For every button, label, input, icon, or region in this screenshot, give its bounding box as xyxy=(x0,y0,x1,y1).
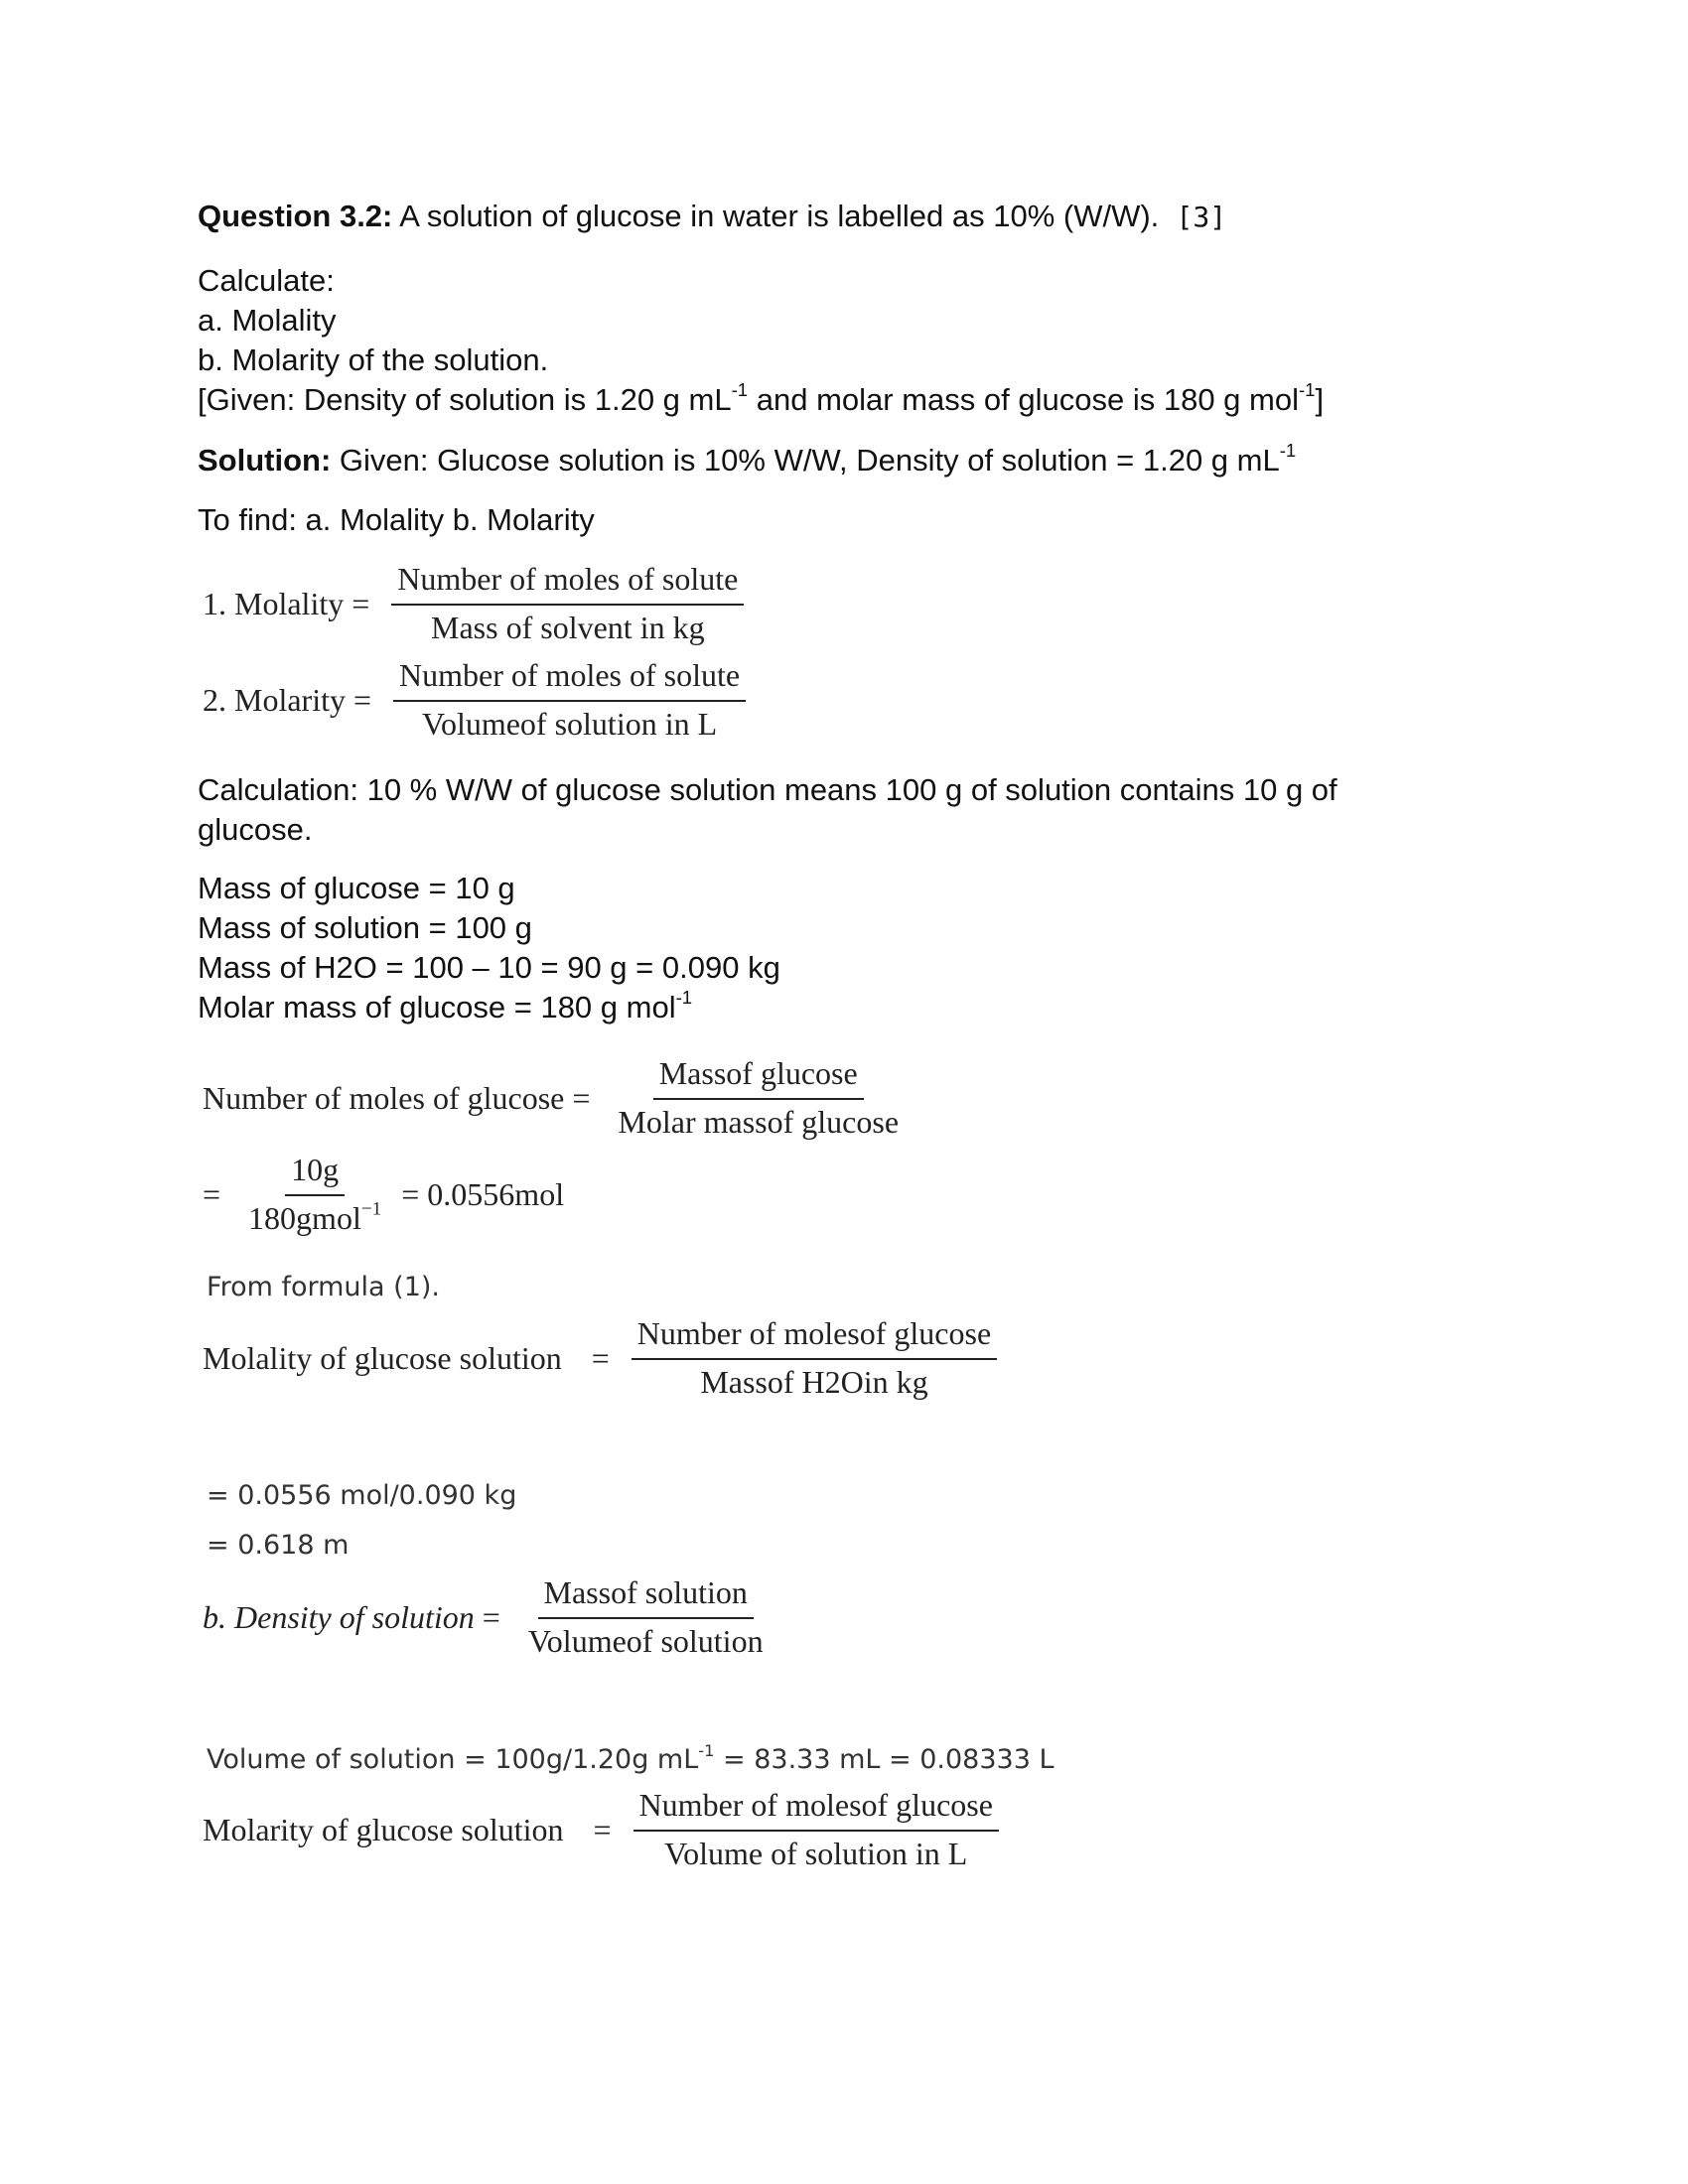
part-a: a. Molality xyxy=(198,303,337,338)
to-find: To find: a. Molality b. Molarity xyxy=(198,502,595,537)
formula-1-denominator: Mass of solvent in kg xyxy=(431,610,705,645)
molarity-fraction xyxy=(633,1787,999,1872)
from-formula-note: From formula (1). xyxy=(207,1272,440,1302)
molality-lhs: Molality of glucose solution xyxy=(203,1339,562,1376)
volume-suffix: = 83.33 mL = 0.08333 L xyxy=(714,1744,1055,1775)
moles-value: = 0.0556mol xyxy=(401,1175,565,1212)
formula-2-lhs: 2. Molarity xyxy=(203,681,346,718)
given-exp-1: -1 xyxy=(731,379,749,401)
part-b: b. Molarity of the solution. xyxy=(198,342,549,377)
equals-sign: = xyxy=(591,1339,610,1376)
equals-sign: = xyxy=(352,585,370,621)
calculate-label: Calculate: xyxy=(198,263,335,298)
density-denominator: Volumeof solution xyxy=(527,1623,764,1659)
moles-value-num-text: 10g xyxy=(291,1152,340,1187)
formula-2-numerator: Number of moles of solute xyxy=(393,657,746,702)
given-prefix: [Given: Density of solution is 1.20 g mL xyxy=(198,382,732,417)
moles-value-den-text: 180gmol xyxy=(248,1200,361,1236)
molality-fraction xyxy=(632,1315,997,1401)
given-middle: and molar mass of glucose is 180 g mol xyxy=(748,382,1299,417)
density-numerator: Massof solution xyxy=(538,1574,754,1619)
moles-value-numerator xyxy=(285,1152,345,1196)
question-heading xyxy=(198,197,1226,237)
formula-1-lhs: 1. Molality xyxy=(203,585,345,621)
molality-step-1: = 0.0556 mol/0.090 kg xyxy=(207,1480,517,1511)
moles-value-fraction xyxy=(242,1152,387,1237)
moles-numerator: Massof glucose xyxy=(653,1055,864,1100)
equals-sign: = xyxy=(593,1811,612,1847)
mass-solution: Mass of solution = 100 g xyxy=(198,910,532,945)
equals-sign: = xyxy=(572,1079,591,1116)
mass-water: Mass of H2O = 100 – 10 = 90 g = 0.090 kg xyxy=(198,950,780,985)
molar-mass xyxy=(198,988,692,1027)
formula-1-numerator: Number of moles of solute xyxy=(391,561,744,606)
equals-sign: = xyxy=(482,1598,500,1635)
equals-sign: = xyxy=(352,681,372,718)
given-data xyxy=(198,380,1324,420)
molar-mass-text: Molar mass of glucose = 180 g mol xyxy=(198,990,676,1024)
density-lhs: b. Density of solution xyxy=(203,1598,475,1635)
formula-2-fraction xyxy=(393,657,746,743)
formula-molarity xyxy=(203,657,746,743)
volume-prefix: Volume of solution = 100g/1.20g mL xyxy=(207,1744,699,1775)
molality-numerator: Number of molesof glucose xyxy=(632,1315,997,1360)
solution-exp: -1 xyxy=(1279,440,1297,462)
formula-1-fraction xyxy=(391,561,744,646)
solution-text: Given: Glucose solution is 10% W/W, Density of solution = 1.20 g mL xyxy=(339,443,1280,478)
solution-heading xyxy=(198,441,1296,480)
volume-exp: -1 xyxy=(698,1740,715,1760)
moles-lhs: Number of moles of glucose xyxy=(203,1079,565,1116)
question-label: Question 3.2: xyxy=(198,199,393,233)
molarity-denominator: Volume of solution in L xyxy=(664,1836,968,1871)
moles-result xyxy=(203,1152,564,1237)
formula-2-denominator: Volumeof solution in L xyxy=(421,706,718,742)
question-marks: [3] xyxy=(1176,201,1227,233)
mass-glucose: Mass of glucose = 10 g xyxy=(198,871,515,905)
moles-denominator: Molar massof glucose xyxy=(618,1104,900,1140)
molarity-lhs: Molarity of glucose solution xyxy=(203,1811,564,1847)
given-exp-2: -1 xyxy=(1298,379,1316,401)
molarity-formula xyxy=(203,1787,999,1872)
moles-fraction xyxy=(612,1055,905,1141)
molality-step-2: = 0.618 m xyxy=(207,1530,350,1561)
given-suffix: ] xyxy=(1315,382,1325,417)
density-fraction xyxy=(522,1574,770,1660)
moles-value-den-exp: −1 xyxy=(360,1198,382,1220)
calculation-intro: Calculation: 10 % W/W of glucose solution means 100 g of solution contains 10 g of glucose. xyxy=(198,772,1337,847)
solution-label: Solution: xyxy=(198,443,332,478)
molarity-numerator: Number of molesof glucose xyxy=(633,1787,999,1832)
volume-calculation xyxy=(207,1740,1055,1775)
molality-denominator: Massof H2Oin kg xyxy=(700,1364,928,1400)
equals-sign: = xyxy=(203,1175,221,1212)
formula-molality xyxy=(203,561,744,646)
moles-value-denominator xyxy=(242,1196,387,1237)
moles-formula xyxy=(203,1055,905,1141)
molar-mass-exp: -1 xyxy=(675,987,693,1009)
question-text: A solution of glucose in water is labelled as 10% (W/W). xyxy=(399,199,1160,233)
molality-formula xyxy=(203,1315,997,1401)
density-formula xyxy=(203,1574,770,1660)
